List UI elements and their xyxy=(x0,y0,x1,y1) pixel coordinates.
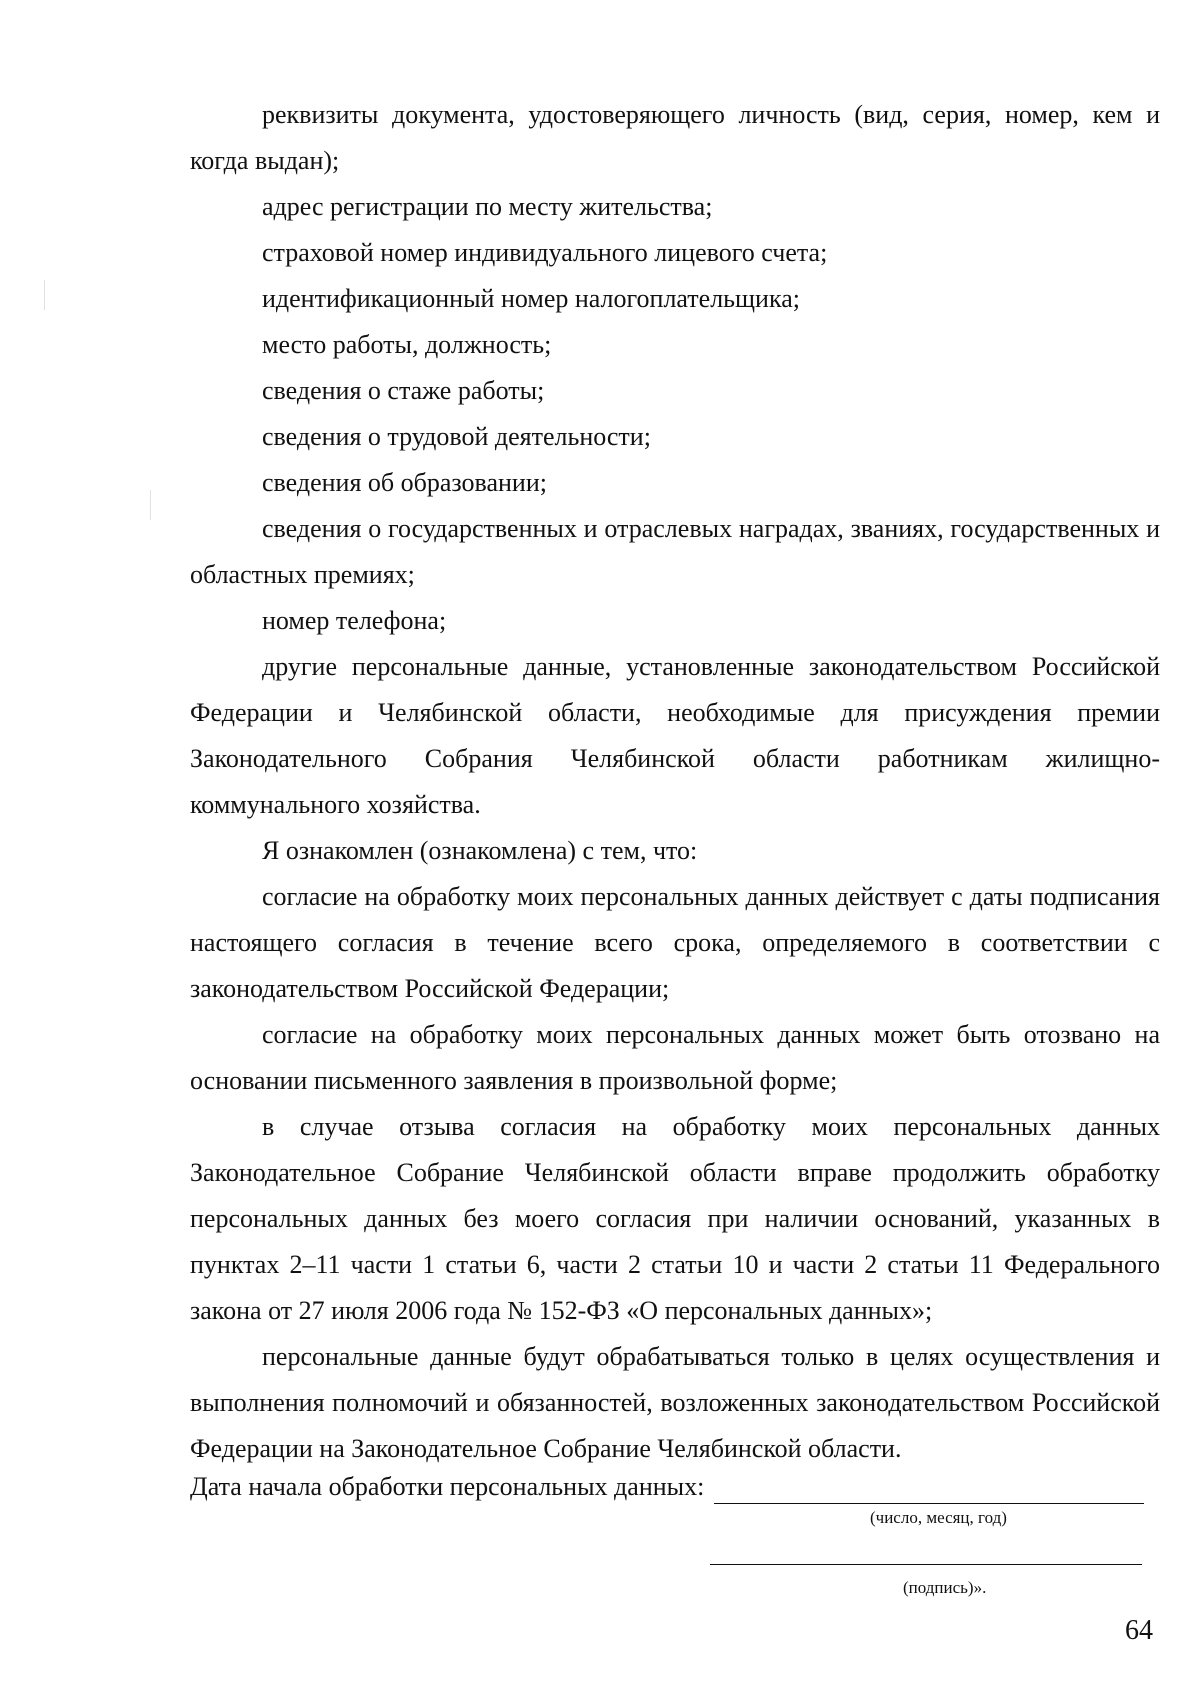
date-caption: (число, месяц, год) xyxy=(870,1508,1007,1527)
scan-margin-mark xyxy=(44,280,45,310)
paragraph-workplace: место работы, должность; xyxy=(262,330,552,359)
start-date-line xyxy=(714,1477,1144,1504)
paragraph-phone: номер телефона; xyxy=(262,606,447,635)
paragraph-labor-activity: сведения о трудовой деятельности; xyxy=(262,422,651,451)
document-body xyxy=(190,92,1160,1472)
paragraph-registration-address: адрес регистрации по месту жительства; xyxy=(262,192,713,221)
page-number: 64 xyxy=(1125,1615,1153,1646)
paragraph-taxpayer-number: идентификационный номер налогоплательщика; xyxy=(262,284,800,313)
paragraph-other-data: другие персональные данные, установленные законодательством Российской Федерации и Челябинской области, необходимые для присуждения премии Законодательного Собрания Челябинской области работникам жилищно-коммунального хозяйства. xyxy=(190,652,1160,819)
paragraph-consent-withdrawal: согласие на обработку моих персональных данных может быть отозвано на основании письменного заявления в произвольной форме; xyxy=(190,1020,1160,1095)
scan-margin-mark xyxy=(150,490,151,520)
paragraph-awards: сведения о государственных и отраслевых наградах, званиях, государственных и областных премиях; xyxy=(190,514,1160,589)
start-date-row xyxy=(190,1468,1160,1504)
paragraph-acknowledgement: Я ознакомлен (ознакомлена) с тем, что: xyxy=(262,836,698,865)
paragraph-consent-validity: согласие на обработку моих персональных данных действует с даты подписания настоящего согласия в течение всего срока, определяемого в соответствии с законодательством Российской Федерации; xyxy=(190,882,1160,1003)
signature-block xyxy=(190,1468,1160,1597)
paragraph-processing-purpose: персональные данные будут обрабатываться только в целях осуществления и выполнения полномочий и обязанностей, возложенных законодательством Российской Федерации на Законодательное Собрание Челябинской области. xyxy=(190,1342,1160,1463)
start-date-label: Дата начала обработки персональных данных: xyxy=(190,1472,705,1501)
paragraph-work-experience: сведения о стаже работы; xyxy=(262,376,545,405)
paragraph-withdrawal-consequences: в случае отзыва согласия на обработку моих персональных данных Законодательное Собрание Челябинской области вправе продолжить обработку персональных данных без моего согласия при наличии оснований, указанных в пунктах 2–11 части 1 статьи 6, части 2 статьи 10 и части 2 статьи 11 Федерального закона от 27 июля 2006 года № 152-ФЗ «О персональных данных»; xyxy=(190,1112,1160,1325)
paragraph-education: сведения об образовании; xyxy=(262,468,547,497)
paragraph-identity-document: реквизиты документа, удостоверяющего личность (вид, серия, номер, кем и когда выдан); xyxy=(190,100,1160,175)
signature-caption: (подпись)». xyxy=(903,1578,987,1597)
paragraph-insurance-number: страховой номер индивидуального лицевого счета; xyxy=(262,238,828,267)
signature-line xyxy=(710,1564,1142,1565)
